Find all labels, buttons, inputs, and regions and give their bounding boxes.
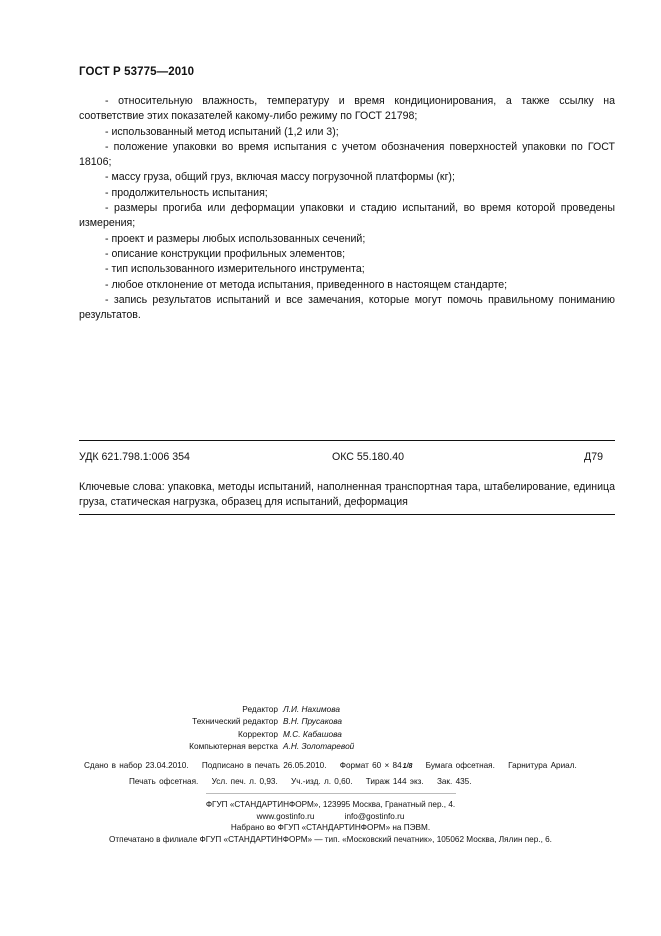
imprint-divider <box>206 793 456 794</box>
printed-sheets: Усл. печ. л. 0,93. <box>211 777 278 786</box>
print-run: Тираж 144 экз. <box>365 777 424 786</box>
bottom-divider <box>79 514 615 515</box>
print-info-line-1 <box>84 761 587 770</box>
set-date: Сдано в набор 23.04.2010. <box>84 761 189 770</box>
list-item: - проект и размеры любых использованных сечений; <box>105 232 366 245</box>
credit-editor <box>0 703 661 715</box>
format <box>340 761 402 770</box>
list-item: - любое отклонение от метода испытания, приведенного в настоящем стандарте; <box>105 278 508 291</box>
format-prefix: Формат 60 × 84 <box>339 761 402 770</box>
typeface: Гарнитура Ариал. <box>508 761 577 770</box>
list-item: - использованный метод испытаний (1,2 или 3); <box>105 125 339 138</box>
credit-name: М.С. Кабашова <box>283 728 342 739</box>
credit-proofreader <box>0 728 661 740</box>
credit-name: Л.И. Нахимова <box>283 704 340 714</box>
list-item: - относительную влажность, температуру и время кондиционирования, а также ссылку на соответствие этих показателей какому-либо режиму по ГОСТ 21798; <box>79 95 615 123</box>
imprint <box>0 799 661 845</box>
printed-note: Отпечатано в филиале ФГУП «СТАНДАРТИНФОРМ» — тип. «Московский печатник», 105062 Москва, Лялин пер., 6. <box>109 834 552 844</box>
typeset-note: Набрано во ФГУП «СТАНДАРТИНФОРМ» на ПЭВМ. <box>230 823 431 833</box>
list-item: - описание конструкции профильных элементов; <box>105 247 346 260</box>
oks-code: ОКС 55.180.40 <box>332 451 405 463</box>
format-fraction: 1/8 <box>402 763 413 770</box>
list-item: - тип использованного измерительного инструмента; <box>105 263 365 276</box>
group-code: Д79 <box>584 451 603 463</box>
print-info-line-2 <box>129 777 482 786</box>
report-requirements-list <box>79 94 615 323</box>
paper-type: Бумага офсетная. <box>425 761 495 770</box>
credit-label: Корректор <box>238 728 278 739</box>
order-number: Зак. 435. <box>436 777 472 786</box>
top-divider <box>79 440 615 441</box>
editorial-credits <box>0 703 661 752</box>
credit-label: Технический редактор <box>192 716 278 727</box>
website-link[interactable]: www.gostinfo.ru <box>256 811 315 821</box>
email-link[interactable]: info@gostinfo.ru <box>344 811 405 821</box>
publisher-address: ФГУП «СТАНДАРТИНФОРМ», 123995 Москва, Гранатный пер., 4. <box>205 800 456 809</box>
credit-name: А.Н. Золотаревой <box>283 740 355 751</box>
list-item: - запись результатов испытаний и все замечания, которые могут помочь правильному пониманию результатов. <box>79 293 615 322</box>
contact-line <box>0 811 661 823</box>
classification-row <box>79 451 615 463</box>
list-item: - продолжительность испытания; <box>105 186 268 199</box>
document-header: ГОСТ Р 53775—2010 <box>79 66 195 78</box>
signed-date: Подписано в печать 26.05.2010. <box>201 761 327 770</box>
list-item: - положение упаковки во время испытания с учетом обозначения поверхностей упаковки по ГОСТ 18106; <box>79 140 615 169</box>
list-item: - массу груза, общий груз, включая массу погрузочной платформы (кг); <box>105 171 455 184</box>
list-item: - размеры прогиба или деформации упаковки и стадию испытаний, во время которой проведены измерения; <box>79 202 615 230</box>
credit-layout <box>0 740 661 752</box>
credit-tech-editor <box>0 715 661 727</box>
credit-label: Компьютерная верстка <box>189 740 278 751</box>
publisher-sheets: Уч.-изд. л. 0,60. <box>291 777 353 786</box>
credit-name: В.Н. Прусакова <box>283 716 342 727</box>
udc-code: УДК 621.798.1:006 354 <box>79 451 190 463</box>
print-type: Печать офсетная. <box>129 777 199 786</box>
keywords: Ключевые слова: упаковка, методы испытаний, наполненная транспортная тара, штабелирование, единица груза, статическая нагрузка, образец для испытаний, деформация <box>79 481 615 509</box>
credit-label: Редактор <box>242 704 278 714</box>
